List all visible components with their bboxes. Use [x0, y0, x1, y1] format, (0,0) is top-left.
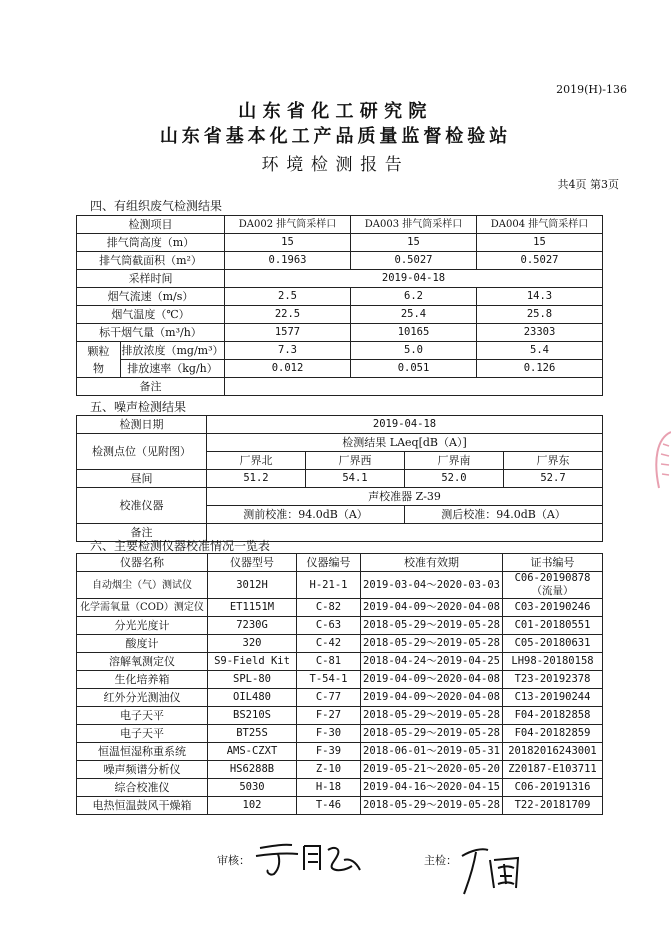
table-row — [77, 234, 603, 252]
table-row — [77, 554, 603, 572]
table-cell: C-63 — [297, 617, 361, 635]
section-6-title: 六、主要检测仪器校准情况一览表 — [90, 539, 271, 553]
table-row — [77, 599, 603, 617]
table-row — [77, 288, 603, 306]
table-cell: 0.012 — [225, 360, 351, 378]
header-cell: 仪器型号 — [208, 554, 297, 572]
table-cell: 102 — [208, 797, 297, 815]
section-4-title: 四、有组织废气检测结果 — [90, 199, 223, 213]
red-stamp-icon — [647, 430, 671, 490]
table-cell: 红外分光测油仪 — [77, 689, 208, 707]
row-label: 标干烟气量（m³/h） — [77, 324, 225, 342]
table-row — [77, 270, 603, 288]
header-cell: 仪器名称 — [77, 554, 208, 572]
header-cell: 厂界东 — [504, 452, 603, 470]
table-row — [77, 743, 603, 761]
header-cell: 检测结果 LAeq[dB（A）] — [207, 434, 603, 452]
table-row — [77, 689, 603, 707]
row-label: 备注 — [77, 524, 207, 542]
table-cell: F04-20182859 — [503, 725, 603, 743]
reviewer-signature-icon — [252, 840, 364, 878]
table-cell: C13-20190244 — [503, 689, 603, 707]
header-cell: 厂界北 — [207, 452, 306, 470]
row-label: 排气筒截面积（m²） — [77, 252, 225, 270]
table-cell: F-30 — [297, 725, 361, 743]
table-cell: 15 — [477, 234, 603, 252]
table-cell: T-54-1 — [297, 671, 361, 689]
table-cell: 噪声频谱分析仪 — [77, 761, 208, 779]
noise-table — [76, 415, 603, 542]
table-cell: S9-Field Kit — [208, 653, 297, 671]
table-row — [77, 378, 603, 396]
table-cell: 5.4 — [477, 342, 603, 360]
table-cell: SPL-80 — [208, 671, 297, 689]
table-cell: 自动烟尘（气）测试仪 — [77, 572, 208, 599]
table-row — [77, 216, 603, 234]
header-cell: DA002 排气筒采样口 — [225, 216, 351, 234]
table-cell: 测后校准：94.0dB（A） — [405, 506, 603, 524]
table-cell: C-77 — [297, 689, 361, 707]
row-label: 校准仪器 — [77, 488, 207, 524]
table-row — [77, 725, 603, 743]
table-cell: 14.3 — [477, 288, 603, 306]
row-label: 排放速率（kg/h） — [121, 360, 225, 378]
row-label: 检测点位（见附图） — [77, 434, 207, 470]
table-cell: Z20187-E103711 — [503, 761, 603, 779]
table-row — [77, 572, 603, 599]
table-cell: 51.2 — [207, 470, 306, 488]
table-cell: T22-20181709 — [503, 797, 603, 815]
table-cell: 0.5027 — [477, 252, 603, 270]
table-row — [77, 635, 603, 653]
table-cell: BS210S — [208, 707, 297, 725]
table-cell: 分光光度计 — [77, 617, 208, 635]
table-cell: 25.4 — [351, 306, 477, 324]
section-5-title: 五、噪声检测结果 — [90, 400, 187, 414]
table-cell: BT25S — [208, 725, 297, 743]
exhaust-gas-table — [76, 215, 603, 396]
table-cell: 电子天平 — [77, 725, 208, 743]
table-cell: 3012H — [208, 572, 297, 599]
table-cell: 酸度计 — [77, 635, 208, 653]
certificate-note: （流量） — [531, 585, 574, 597]
table-cell: 2018-06-01～2019-05-31 — [361, 743, 503, 761]
table-cell: 1577 — [225, 324, 351, 342]
table-cell: 2019-04-09～2020-04-08 — [361, 689, 503, 707]
header-cell: 厂界南 — [405, 452, 504, 470]
row-label: 检测日期 — [77, 416, 207, 434]
table-cell: 生化培养箱 — [77, 671, 208, 689]
table-cell: OIL480 — [208, 689, 297, 707]
header-cell: DA004 排气筒采样口 — [477, 216, 603, 234]
table-cell: F-39 — [297, 743, 361, 761]
table-cell: 0.1963 — [225, 252, 351, 270]
table-cell: 恒温恒湿称重系统 — [77, 743, 208, 761]
table-row — [77, 671, 603, 689]
table-cell: 54.1 — [306, 470, 405, 488]
table-cell: 综合校准仪 — [77, 779, 208, 797]
header-cell: 厂界西 — [306, 452, 405, 470]
table-row — [77, 342, 603, 360]
table-row — [77, 797, 603, 815]
row-label: 排气筒高度（m） — [77, 234, 225, 252]
row-label: 颗粒物 — [77, 342, 121, 378]
table-cell: T-46 — [297, 797, 361, 815]
table-cell: 2019-04-18 — [225, 270, 603, 288]
table-cell: C-42 — [297, 635, 361, 653]
header-cell: 校准有效期 — [361, 554, 503, 572]
table-cell: 0.5027 — [351, 252, 477, 270]
row-label: 备注 — [77, 378, 225, 396]
table-cell: 2018-05-29～2019-05-28 — [361, 707, 503, 725]
table-row — [77, 617, 603, 635]
table-cell: 2018-05-29～2019-05-28 — [361, 797, 503, 815]
table-row — [77, 470, 603, 488]
table-cell: 20182016243001 — [503, 743, 603, 761]
table-cell: 测前校准：94.0dB（A） — [207, 506, 405, 524]
station-title: 山东省基本化工产品质量监督检验站 — [159, 126, 512, 147]
header-cell: DA003 排气筒采样口 — [351, 216, 477, 234]
table-cell: 15 — [225, 234, 351, 252]
table-cell: 22.5 — [225, 306, 351, 324]
table-cell: 2018-05-29～2019-05-28 — [361, 725, 503, 743]
row-label: 烟气流速（m/s） — [77, 288, 225, 306]
table-cell: 电子天平 — [77, 707, 208, 725]
table-cell: H-18 — [297, 779, 361, 797]
table-cell: T23-20192378 — [503, 671, 603, 689]
table-cell: 电热恒温鼓风干燥箱 — [77, 797, 208, 815]
report-title: 环境检测报告 — [261, 155, 410, 175]
table-cell: 2018-05-29～2019-05-28 — [361, 635, 503, 653]
table-cell: 2018-04-24～2019-04-25 — [361, 653, 503, 671]
table-cell: 5.0 — [351, 342, 477, 360]
table-row — [77, 434, 603, 452]
table-cell: 7.3 — [225, 342, 351, 360]
table-row — [77, 761, 603, 779]
page-info: 共4页 第3页 — [557, 178, 619, 191]
table-cell: 15 — [351, 234, 477, 252]
table-cell — [503, 572, 603, 599]
table-row — [77, 488, 603, 506]
table-row — [77, 252, 603, 270]
table-cell: 7230G — [208, 617, 297, 635]
row-label: 烟气温度（℃） — [77, 306, 225, 324]
row-label: 昼间 — [77, 470, 207, 488]
table-cell: 6.2 — [351, 288, 477, 306]
table-row — [77, 306, 603, 324]
table-cell: 5030 — [208, 779, 297, 797]
table-cell: 10165 — [351, 324, 477, 342]
table-cell: Z-10 — [297, 761, 361, 779]
reviewer-label: 审核： — [217, 854, 250, 867]
table-cell: LH98-20180158 — [503, 653, 603, 671]
table-row — [77, 779, 603, 797]
table-cell: F04-20182858 — [503, 707, 603, 725]
table-cell — [225, 378, 603, 396]
table-cell: 2019-05-21～2020-05-20 — [361, 761, 503, 779]
report-number: 2019(H)-136 — [556, 83, 627, 96]
table-row — [77, 707, 603, 725]
table-cell: 2.5 — [225, 288, 351, 306]
table-row — [77, 324, 603, 342]
header-cell: 仪器编号 — [297, 554, 361, 572]
table-cell: 52.7 — [504, 470, 603, 488]
table-cell: 2018-05-29～2019-05-28 — [361, 617, 503, 635]
header-cell: 检测项目 — [77, 216, 225, 234]
table-cell: C-82 — [297, 599, 361, 617]
inspector-signature-icon — [458, 838, 528, 900]
table-cell: C-81 — [297, 653, 361, 671]
header-cell: 证书编号 — [503, 554, 603, 572]
table-cell: 25.8 — [477, 306, 603, 324]
table-cell: 化学需氧量（COD）测定仪 — [77, 599, 208, 617]
inspector-label: 主检： — [424, 854, 457, 867]
table-cell: 声校准器 Z-39 — [207, 488, 603, 506]
table-cell: 23303 — [477, 324, 603, 342]
instrument-table — [76, 553, 603, 815]
table-row — [77, 416, 603, 434]
institute-title: 山东省化工研究院 — [238, 101, 433, 122]
table-cell: 2019-03-04～2020-03-03 — [361, 572, 503, 599]
table-cell: 溶解氧测定仪 — [77, 653, 208, 671]
table-cell: ET1151M — [208, 599, 297, 617]
table-cell: 52.0 — [405, 470, 504, 488]
table-cell: AMS-CZXT — [208, 743, 297, 761]
table-cell: H-21-1 — [297, 572, 361, 599]
row-label: 采样时间 — [77, 270, 225, 288]
table-row — [77, 653, 603, 671]
table-cell: C05-20180631 — [503, 635, 603, 653]
table-cell: F-27 — [297, 707, 361, 725]
table-cell: HS6288B — [208, 761, 297, 779]
table-cell: C03-20190246 — [503, 599, 603, 617]
table-cell: 320 — [208, 635, 297, 653]
table-cell: 0.051 — [351, 360, 477, 378]
table-cell: 2019-04-09～2020-04-08 — [361, 599, 503, 617]
table-cell: 2019-04-18 — [207, 416, 603, 434]
table-cell: C06-20191316 — [503, 779, 603, 797]
table-cell: 0.126 — [477, 360, 603, 378]
table-cell: 2019-04-09～2020-04-08 — [361, 671, 503, 689]
row-label: 排放浓度（mg/m³） — [121, 342, 225, 360]
table-row — [77, 360, 603, 378]
table-cell: C01-20180551 — [503, 617, 603, 635]
certificate-number: C06-20190878 — [514, 572, 591, 584]
table-cell: 2019-04-16～2020-04-15 — [361, 779, 503, 797]
